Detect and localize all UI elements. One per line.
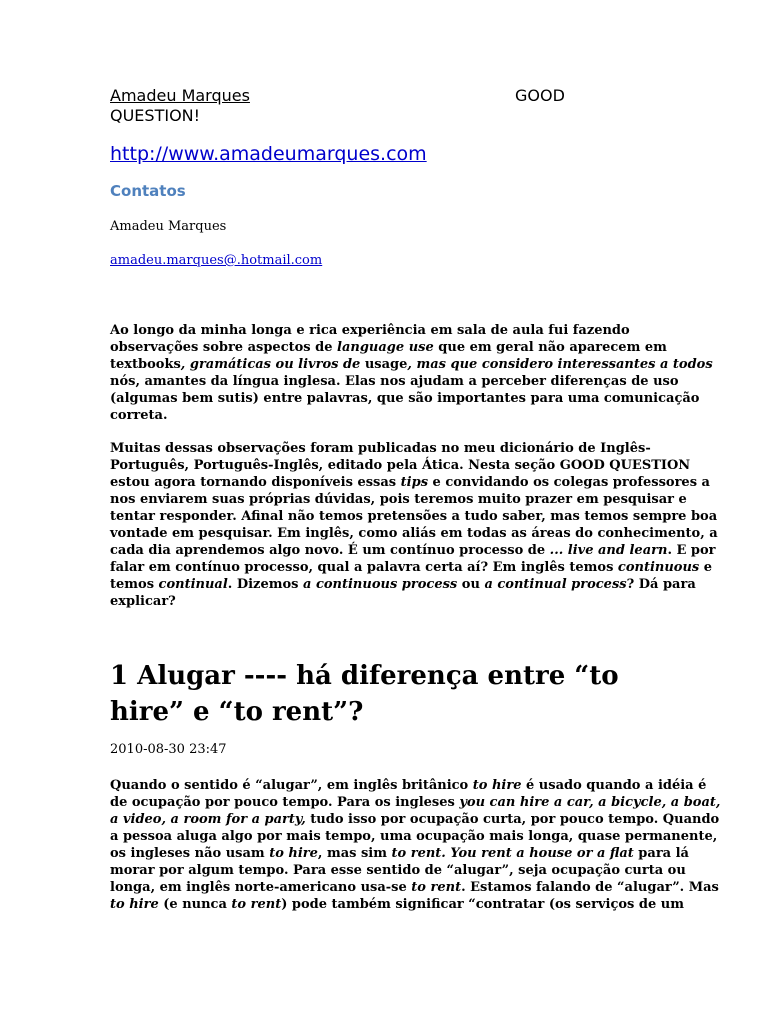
text-line bbox=[110, 896, 684, 913]
text-segment: é usado quando a idéia é bbox=[521, 778, 707, 793]
text-line bbox=[110, 322, 660, 339]
good-question-label-bottom: QUESTION! bbox=[110, 106, 201, 125]
text-line bbox=[110, 339, 667, 356]
text-line bbox=[110, 559, 713, 576]
author-link[interactable]: Amadeu Marques bbox=[110, 86, 250, 105]
text-segment: Quando o sentido é “alugar”, em inglês britânico bbox=[110, 778, 473, 793]
italic-term: to rent bbox=[411, 880, 462, 895]
text-segment: correta. bbox=[110, 408, 168, 423]
text-segment: a pessoa aluga algo por mais tempo, uma ocupação mais longa, quase permanente, bbox=[110, 829, 718, 844]
text-segment: textbooks bbox=[110, 357, 181, 372]
text-segment: falar em contínuo processo, qual a palavra certa aí? Em inglês temos bbox=[110, 560, 618, 575]
intro-paragraph-1 bbox=[110, 322, 713, 424]
text-segment: tentar responder. Afinal não temos pretensões a tudo saber, mas temos sempre boa bbox=[110, 509, 718, 524]
italic-term: a continual process bbox=[484, 577, 627, 592]
text-segment: explicar? bbox=[110, 594, 176, 609]
text-segment: usage bbox=[364, 357, 408, 372]
italic-term: ... live and learn bbox=[549, 543, 668, 558]
text-line bbox=[110, 356, 713, 373]
text-line bbox=[110, 525, 718, 542]
italic-term: to hire bbox=[472, 778, 522, 793]
text-segment: . E por bbox=[667, 543, 716, 558]
intro-paragraph-2 bbox=[110, 440, 718, 610]
text-segment: ou bbox=[457, 577, 485, 592]
text-segment: Português, Português-Inglês, editado pela Ática. Nesta seção GOOD QUESTION bbox=[110, 458, 691, 473]
text-line bbox=[110, 777, 707, 794]
italic-term: to hire bbox=[110, 897, 159, 912]
text-segment: vontade em pesquisar. Em inglês, como aliás em todas as áreas do conhecimento, a bbox=[110, 526, 718, 541]
italic-term: a video, a room for a party, bbox=[110, 812, 306, 827]
text-line bbox=[110, 593, 660, 610]
italic-term: tips bbox=[400, 475, 429, 490]
text-segment: nós, amantes da língua inglesa. Elas nos ajudam a perceber diferenças de uso bbox=[110, 374, 679, 389]
italic-term: , mas que considero interessantes a todos bbox=[407, 357, 713, 372]
italic-term: , gramáticas ou livros de bbox=[180, 357, 365, 372]
entry-date: 2010-08-30 23:47 bbox=[110, 742, 227, 757]
italic-term: continuous bbox=[617, 560, 700, 575]
text-segment: que em geral não aparecem em bbox=[433, 340, 667, 355]
italic-term: continual bbox=[158, 577, 228, 592]
text-line bbox=[110, 845, 689, 862]
text-segment: observações sobre aspectos de bbox=[110, 340, 338, 355]
italic-term: to rent. You rent a house or a flat bbox=[391, 846, 634, 861]
text-line bbox=[110, 474, 710, 491]
text-segment: longa, em inglês norte-americano usa-se bbox=[110, 880, 412, 895]
entry-body-paragraph bbox=[110, 777, 721, 913]
text-segment: . Dizemos bbox=[227, 577, 303, 592]
text-segment: os ingleses não usam bbox=[110, 846, 270, 861]
text-line bbox=[110, 542, 716, 559]
text-segment: , mas sim bbox=[317, 846, 392, 861]
contacts-heading: Contatos bbox=[110, 182, 186, 200]
text-segment: e convidando os colegas professores a bbox=[428, 475, 710, 490]
text-segment: ) pode também significar “contratar (os serviços de um bbox=[281, 897, 684, 912]
italic-term: you can hire a car, a bicycle, a boat, bbox=[459, 795, 721, 810]
text-line bbox=[110, 576, 696, 593]
italic-term: to hire bbox=[269, 846, 318, 861]
italic-term: a continuous process bbox=[303, 577, 458, 592]
text-segment: ? Dá para bbox=[626, 577, 696, 592]
text-line bbox=[110, 811, 720, 828]
text-segment: e bbox=[699, 560, 713, 575]
text-line bbox=[110, 373, 679, 390]
text-line bbox=[110, 390, 700, 407]
text-segment: Ao longo da minha longa e rica experiência em sala de aula fui fazendo bbox=[110, 323, 630, 338]
italic-term: language use bbox=[337, 340, 434, 355]
text-line bbox=[110, 794, 721, 811]
text-segment: morar por algum tempo. Para esse sentido de “alugar”, seja ocupação curta ou bbox=[110, 863, 686, 878]
text-line bbox=[110, 862, 686, 879]
text-segment: . Estamos falando de “alugar”. Mas bbox=[461, 880, 719, 895]
text-line bbox=[110, 407, 660, 424]
text-segment: (algumas bem sutis) entre palavras, que são importantes para uma comunicação bbox=[110, 391, 700, 406]
text-line bbox=[110, 491, 687, 508]
good-question-label-top: GOOD bbox=[515, 86, 565, 105]
text-segment: nos enviarem suas próprias dúvidas, pois teremos muito prazer em pesquisar e bbox=[110, 492, 687, 507]
text-segment: temos bbox=[110, 577, 159, 592]
text-segment: de ocupação por pouco tempo. Para os ingleses bbox=[110, 795, 460, 810]
text-line bbox=[110, 828, 718, 845]
entry-title: 1 Alugar ---- há diferença entre “to hire” e “to rent”? bbox=[110, 661, 619, 727]
contact-email-link[interactable]: amadeu.marques@.hotmail.com bbox=[110, 253, 323, 268]
contact-name: Amadeu Marques bbox=[110, 219, 227, 234]
text-segment: cada dia aprendemos algo novo. É um contínuo processo de bbox=[110, 543, 550, 558]
italic-term: to rent bbox=[231, 897, 282, 912]
text-segment: tudo isso por ocupação curta, por pouco tempo. Quando bbox=[305, 812, 720, 827]
text-segment: Muitas dessas observações foram publicadas no meu dicionário de Inglês- bbox=[110, 441, 651, 456]
website-link[interactable]: http://www.amadeumarques.com bbox=[110, 143, 427, 165]
text-segment: para lá bbox=[633, 846, 689, 861]
text-line bbox=[110, 508, 718, 525]
text-line bbox=[110, 879, 719, 896]
text-line bbox=[110, 457, 691, 474]
text-segment: (e nunca bbox=[158, 897, 232, 912]
text-line bbox=[110, 440, 660, 457]
text-segment: estou agora tornando disponíveis essas bbox=[110, 475, 401, 490]
